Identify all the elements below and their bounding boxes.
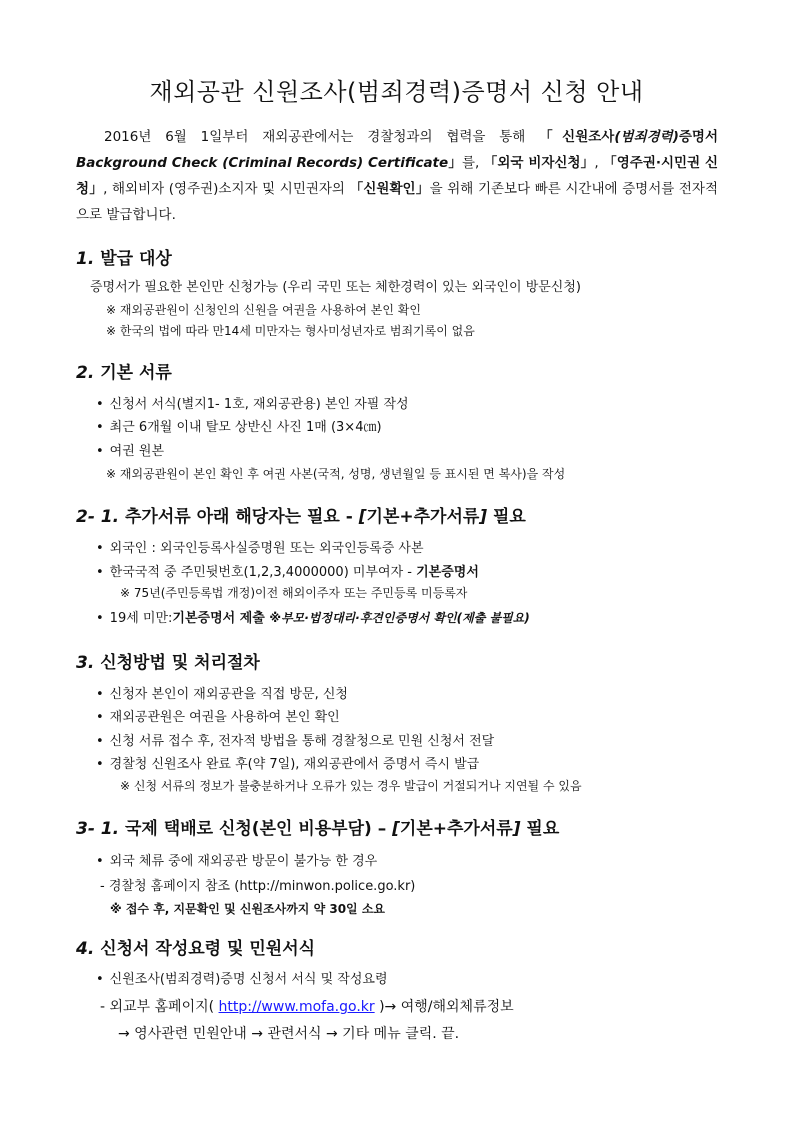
intro-text — [76, 124, 718, 228]
section-4-number: 4. — [76, 939, 95, 959]
section-1-note-2: ※ 한국의 법에 따라 만14세 미만자는 형사미성년자로 범죄기록이 없음 — [106, 324, 475, 338]
section-2-1-item-3 — [96, 607, 530, 626]
section-2-1-item-1: • 외국인 : 외국인등록사실증명원 또는 외국인등록증 사본 — [96, 537, 424, 556]
section-2-item-1: • 신청서 서식(별지1- 1호, 재외공관용) 본인 자필 작성 — [96, 393, 409, 412]
intro-text-3: , — [594, 155, 604, 171]
section-2-heading — [76, 358, 172, 383]
intro-text-5: 을 위해 기존보다 빠른 시간내에 증명서를 전자적으로 발급합니다. — [76, 181, 718, 223]
section-3-1-bracket-open: [ — [392, 819, 400, 839]
section-4-heading — [76, 934, 315, 959]
intro-bold-2: (범죄경력) — [614, 129, 679, 145]
section-3-1-item-1: • 외국 체류 중에 재외공관 방문이 불가능 한 경우 — [96, 850, 377, 869]
section-2-1-item-2-text: 한국국적 중 주민뒷번호(1,2,3,4000000) 미부여자 - — [109, 565, 417, 580]
intro-bold-3: 증명서 — [678, 129, 718, 145]
intro-text-2: 를, — [461, 155, 484, 171]
intro-text-1: 2016년 6월 1일부터 재외공관에서는 경찰청과의 협력을 통해 — [104, 129, 540, 145]
intro-paragraph — [76, 124, 718, 228]
section-3-item-3: • 신청 서류 접수 후, 전자적 방법을 통해 경찰청으로 민원 신청서 전달 — [96, 730, 494, 749]
section-3-1-bracket-text: 기본+추가서류 — [399, 819, 513, 839]
section-3-number: 3. — [76, 653, 95, 673]
intro-bold-6: 「외국 비자신청」 — [483, 155, 595, 171]
section-4-line-1 — [100, 996, 514, 1016]
section-3-item-4: • 경찰청 신원조사 완료 후(약 7일), 재외공관에서 증명서 즉시 발급 — [96, 753, 479, 772]
section-3-1-line-1: - 경찰청 홈페이지 참조 (http://minwon.police.go.kr) — [100, 879, 416, 894]
section-2-number: 2. — [76, 363, 95, 383]
section-3-heading — [76, 648, 260, 673]
section-2-1-item-3-note: ※부모·법정대리·후견인증명서 확인(제출 불필요) — [269, 611, 530, 625]
section-2-1-item-2-bold: 기본증명서 — [416, 565, 479, 580]
section-2-1-item-3-bold: 기본증명서 제출 — [172, 611, 270, 626]
section-2-note-1: ※ 재외공관원이 본인 확인 후 여권 사본(국적, 성명, 생년월일 등 표시된 면 복사)을 작성 — [106, 467, 566, 481]
section-2-1-title: 추가서류 아래 해당자는 필요 - — [119, 507, 359, 527]
intro-bold-4: Background Check (Criminal Records) Certificate — [76, 155, 449, 171]
section-2-title: 기본 서류 — [94, 363, 172, 383]
section-4-title: 신청서 작성요령 및 민원서식 — [94, 939, 316, 959]
section-4-line-1-tail: )→ 여행/해외체류정보 — [374, 999, 514, 1015]
intro-bold-8: 「신원확인」 — [349, 181, 430, 197]
intro-text-4: , 해외비자 (영주권)소지자 및 시민권자의 — [103, 181, 350, 197]
section-3-item-1: • 신청자 본인이 재외공관을 직접 방문, 신청 — [96, 683, 348, 702]
section-3-1-bracket-close: ] — [512, 819, 521, 839]
section-4-line-2: → 영사관련 민원안내 → 관련서식 → 기타 메뉴 클릭. 끝. — [118, 1026, 460, 1042]
section-3-1-note-1: ※ 접수 후, 지문확인 및 신원조사까지 약 30일 소요 — [110, 902, 386, 916]
section-3-1-title: 국제 택배로 신청(본인 비용부담) – — [119, 819, 393, 839]
section-4-item-1: • 신원조사(범죄경력)증명 신청서 서식 및 작성요령 — [96, 968, 388, 987]
intro-bold-5: 」 — [448, 155, 462, 171]
section-4-line-1-text: - 외교부 홈페이지( — [100, 999, 219, 1015]
section-1-line: 증명서가 필요한 본인만 신청가능 (우리 국민 또는 체한경력이 있는 외국인이 방문신청) — [90, 280, 581, 295]
section-3-1-heading — [76, 814, 559, 839]
section-1-note-1: ※ 재외공관원이 신청인의 신원을 여권을 사용하여 본인 확인 — [106, 303, 421, 317]
section-2-item-2: • 최근 6개월 이내 탈모 상반신 사진 1매 (3×4㎝) — [96, 416, 382, 435]
section-1-number: 1. — [76, 249, 95, 269]
section-2-1-bracket-open: [ — [358, 507, 367, 527]
section-3-item-2: • 재외공관원은 여권을 사용하여 본인 확인 — [96, 706, 340, 725]
section-2-1-note-1: ※ 75년(주민등록법 개정)이전 해외이주자 또는 주민등록 미등록자 — [120, 586, 468, 600]
section-2-1-tail: 필요 — [487, 507, 526, 527]
section-3-1-tail: 필요 — [520, 819, 560, 839]
section-3-title: 신청방법 및 처리절차 — [94, 653, 260, 673]
intro-bold-1: 「신원조사 — [539, 129, 615, 145]
section-3-note-1: ※ 신청 서류의 정보가 불충분하거나 오류가 있는 경우 발급이 거절되거나 지연될 수 있음 — [120, 779, 582, 793]
section-1-title: 발급 대상 — [94, 249, 172, 269]
mofa-link[interactable]: http://www.mofa.go.kr — [218, 999, 375, 1015]
section-3-1-number: 3- 1. — [76, 819, 120, 839]
section-2-item-3: • 여권 원본 — [96, 440, 164, 459]
section-2-1-heading — [76, 502, 526, 527]
page-title: 재외공관 신원조사(범죄경력)증명서 신청 안내 — [149, 78, 644, 106]
section-2-1-item-3-text: 19세 미만: — [109, 611, 173, 626]
section-1-heading — [76, 244, 172, 269]
section-2-1-item-2 — [96, 561, 479, 580]
section-2-1-bracket-text: 기본+추가서류 — [366, 507, 480, 527]
section-2-1-bracket-close: ] — [479, 507, 488, 527]
section-2-1-number: 2- 1. — [76, 507, 120, 527]
intro-bold-7: 「영주권·시민권 신청」 — [76, 155, 718, 197]
